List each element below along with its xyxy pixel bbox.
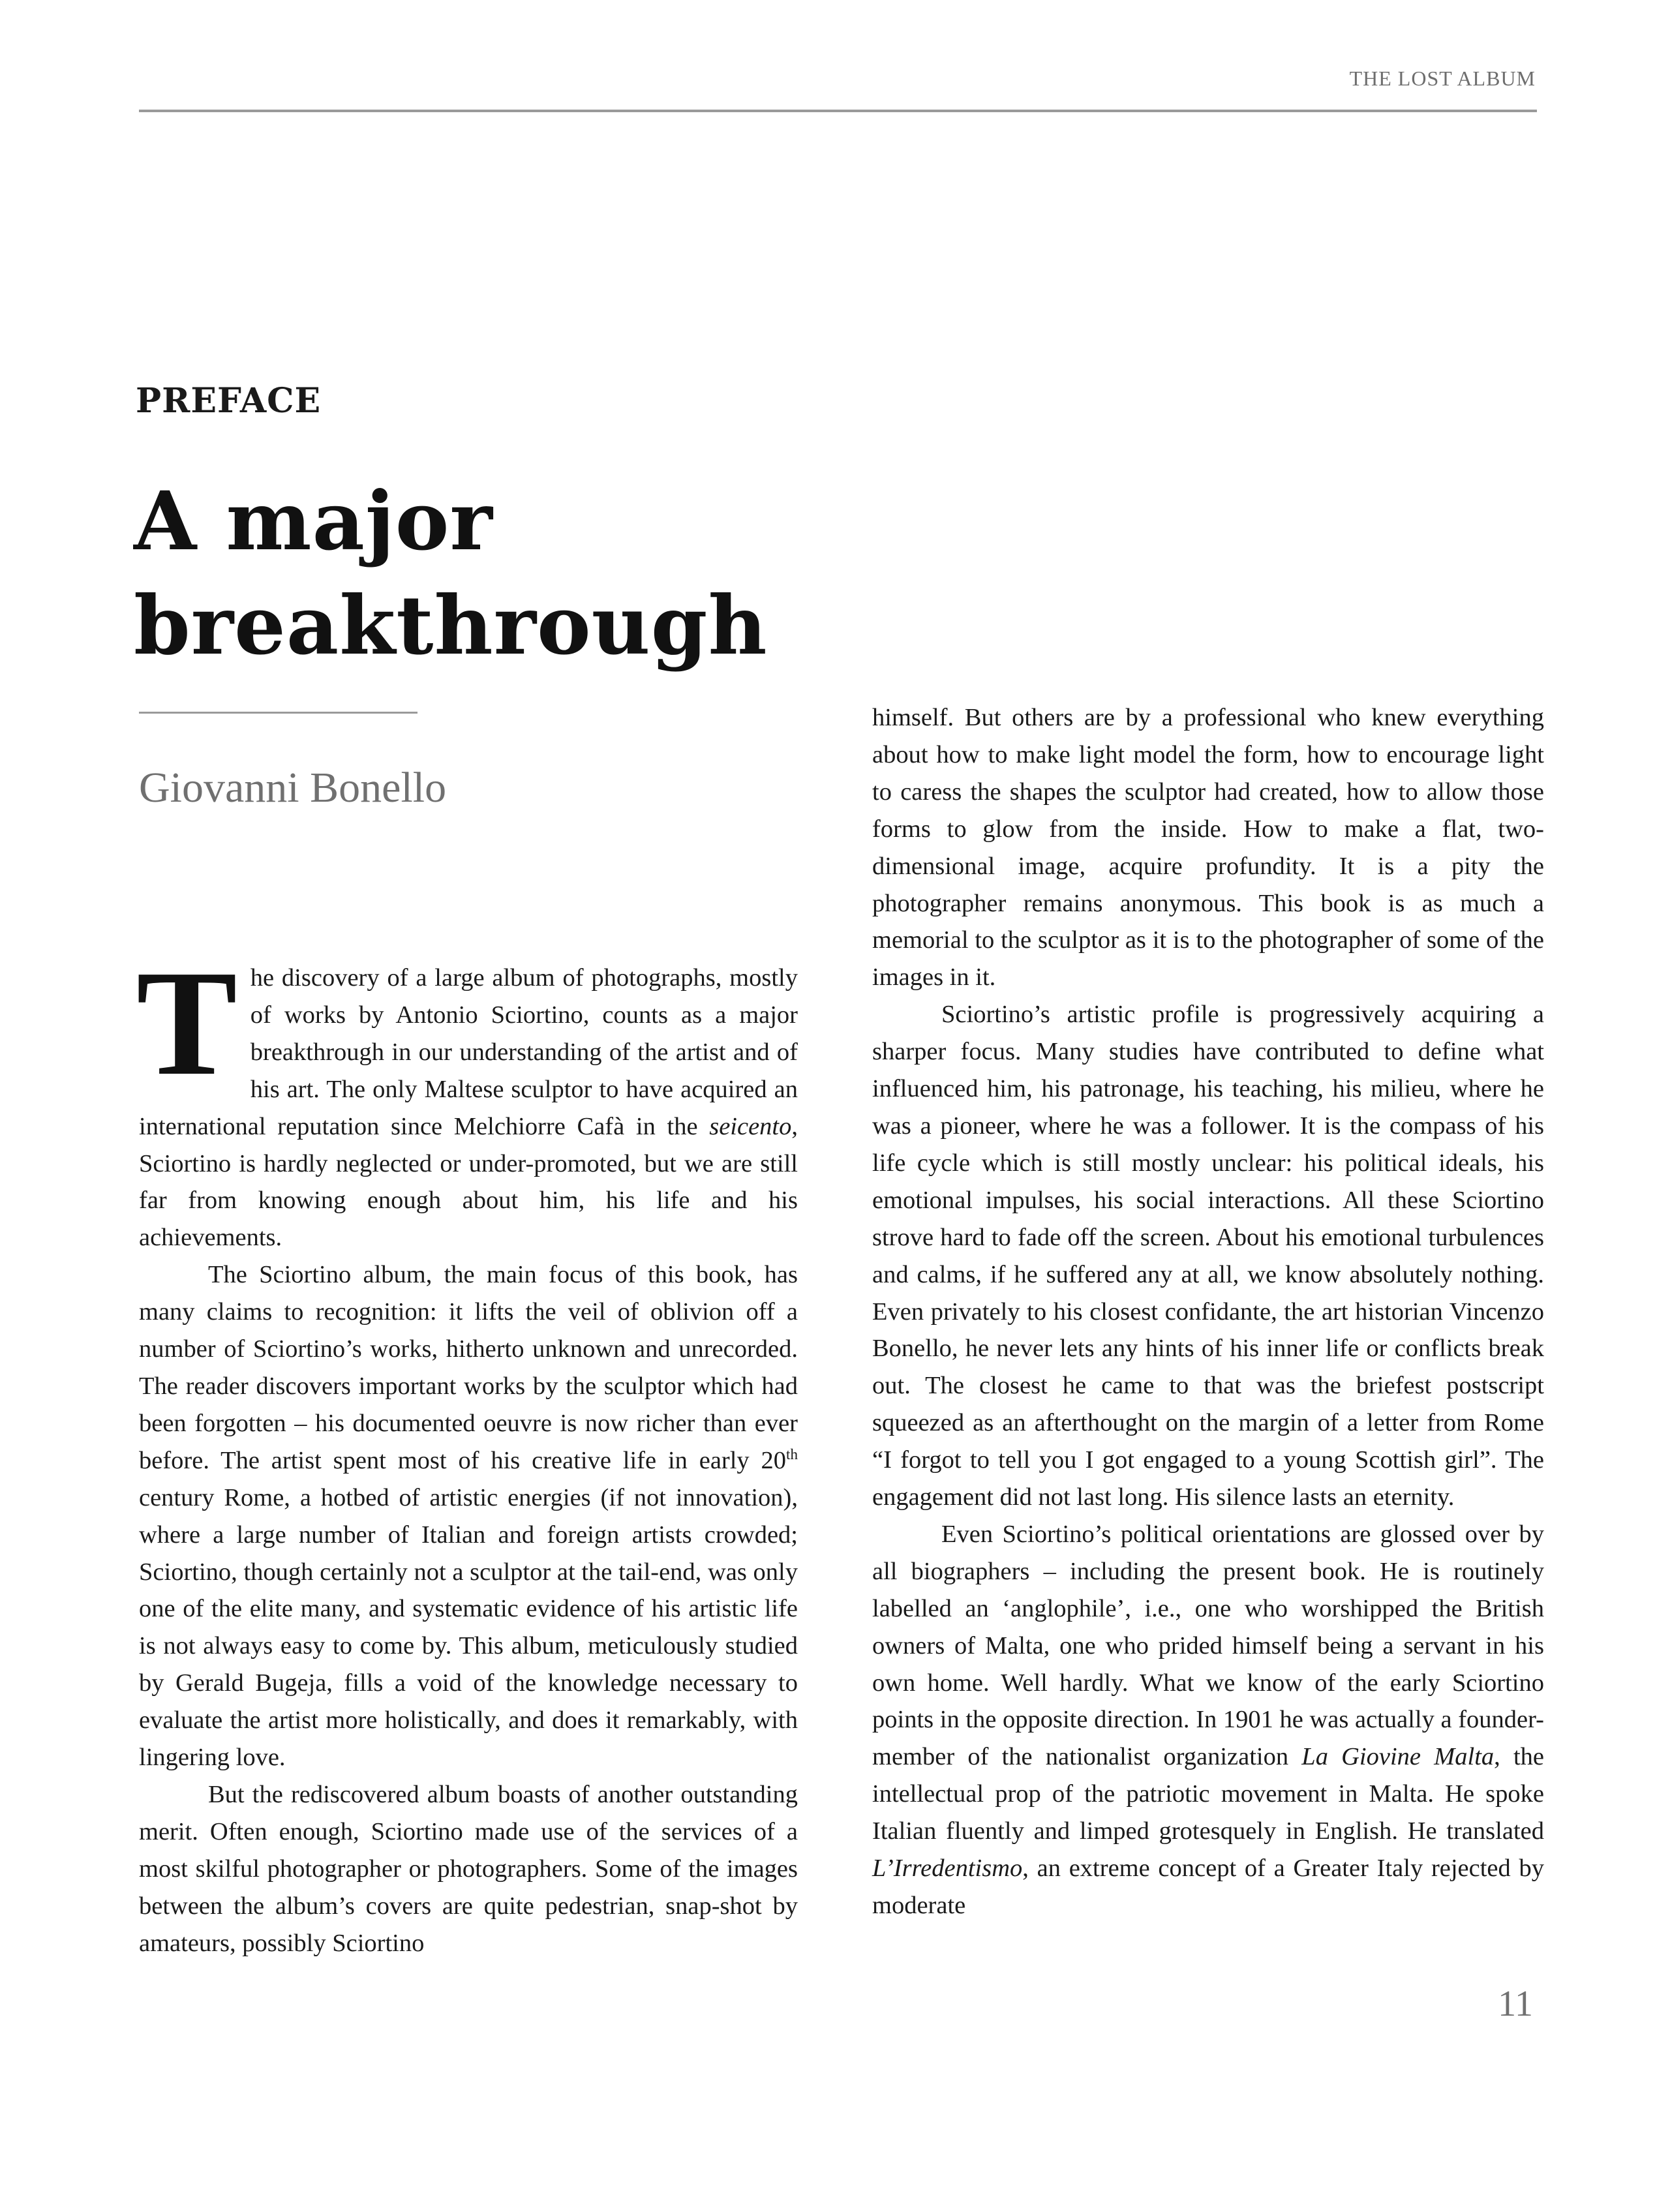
italic-term: La Giovine Malta	[1301, 1743, 1495, 1771]
paragraph-text: The Sciortino album, the main focus of this book, has many claims to recognition: it lifts the veil of oblivion off a number of Sciortino’s works, hitherto unknown and unrecorded. The reader discovers important works by the sculptor which had been forgotten – his documented oeuvre is now richer than ever before. The artist spent most of his creative life in early 20	[139, 1261, 798, 1474]
page-number: 11	[1498, 1984, 1533, 2024]
paragraph	[136, 939, 798, 1256]
article-title	[134, 470, 768, 678]
superscript: th	[786, 1445, 798, 1462]
drop-cap: T	[136, 939, 237, 1107]
running-head: THE LOST ALBUM	[1349, 67, 1536, 90]
paragraph-text: he discovery of a large album of photographs, mostly of works by Antonio Sciortino, counts as a major breakthrough in our understanding of the artist and of his art. The only Maltese sculptor to have acquired an international reputation since Melchiorre Cafà in the	[139, 964, 798, 1140]
paragraph-text: , Sciortino is hardly neglected or under-promoted, but we are still far from knowing enough about him, his life and his achievements.	[139, 1112, 798, 1252]
paragraph-text: century Rome, a hotbed of artistic energies (if not innovation), where a large number of Italian and foreign artists crowded; Sciortino, though certainly not a sculptor at the tail-end, was only one of the elite many, and systematic evidence of his artistic life is not always easy to come by. This album, meticulously studied by Gerald Bugeja, fills a void of the knowledge necessary to evaluate the artist more holistically, and does it remarkably, with lingering love.	[139, 1483, 798, 1772]
header-rule	[139, 110, 1537, 112]
title-line-1: A major	[134, 474, 493, 569]
paragraph: himself. But others are by a professional who knew everything about how to make light model the form, how to encourage light to caress the shapes the sculptor had created, how to allow those forms to glow from the inside. How to make a flat, two-dimensional image, acquire profundity. It is a pity the photographer remains anonymous. This book is as much a memorial to the sculptor as it is to the photographer of some of the images in it.	[872, 704, 1544, 992]
section-label: PREFACE	[136, 381, 322, 421]
author-name: Giovanni Bonello	[139, 764, 447, 811]
paragraph	[872, 1516, 1544, 1924]
italic-term: L’Irredentismo	[872, 1855, 1023, 1883]
paragraph	[139, 1256, 798, 1776]
italic-term: seicento	[709, 1112, 792, 1140]
paragraph-text: , an extreme concept of a Greater Italy rejected by moderate	[872, 1855, 1544, 1919]
title-rule	[139, 712, 418, 714]
title-line-2: breakthrough	[134, 579, 768, 673]
right-column	[872, 699, 1544, 1924]
left-column	[136, 939, 798, 1962]
paragraph-text: Even Sciortino’s political orientations are glossed over by all biographers – including the present book. He is routinely labelled an ‘anglophile’, i.e., one who worshipped the British owners of Malta, one who prided himself being a servant in his own home. Well hardly. What we know of the early Sciortino points in the opposite direction. In 1901 he was actually a founder-member of the nationalist organization	[872, 1520, 1544, 1771]
paragraph: Sciortino’s artistic profile is progressively acquiring a sharper focus. Many studies have contributed to define what influenced him, his patronage, his teaching, his milieu, where he was a pioneer, where he was a follower. It is the compass of his life cycle which is still mostly unclear: his political ideals, his emotional impulses, his social interactions. All these Sciortino strove hard to fade off the screen. About his emotional turbulences and calms, if he suffered any at all, we know absolutely nothing. Even privately to his closest confidante, the art historian Vincenzo Bonello, he never lets any hints of his inner life or conflicts break out. The closest he came to that was the briefest postscript squeezed as an afterthought on the margin of a letter from Rome “I forgot to tell you I got engaged to a young Scottish girl”. The engagement did not last long. His silence lasts an eternity.	[872, 1001, 1544, 1511]
paragraph-text: , the intellectual prop of the patriotic movement in Malta. He spoke Italian fluently and limped grotesquely in English. He translated	[872, 1743, 1544, 1845]
paragraph: But the rediscovered album boasts of another outstanding merit. Often enough, Sciortino made use of the services of a most skilful photographer or photographers. Some of the images between the album’s covers are quite pedestrian, snap-shot by amateurs, possibly Sciortino	[139, 1780, 798, 1957]
